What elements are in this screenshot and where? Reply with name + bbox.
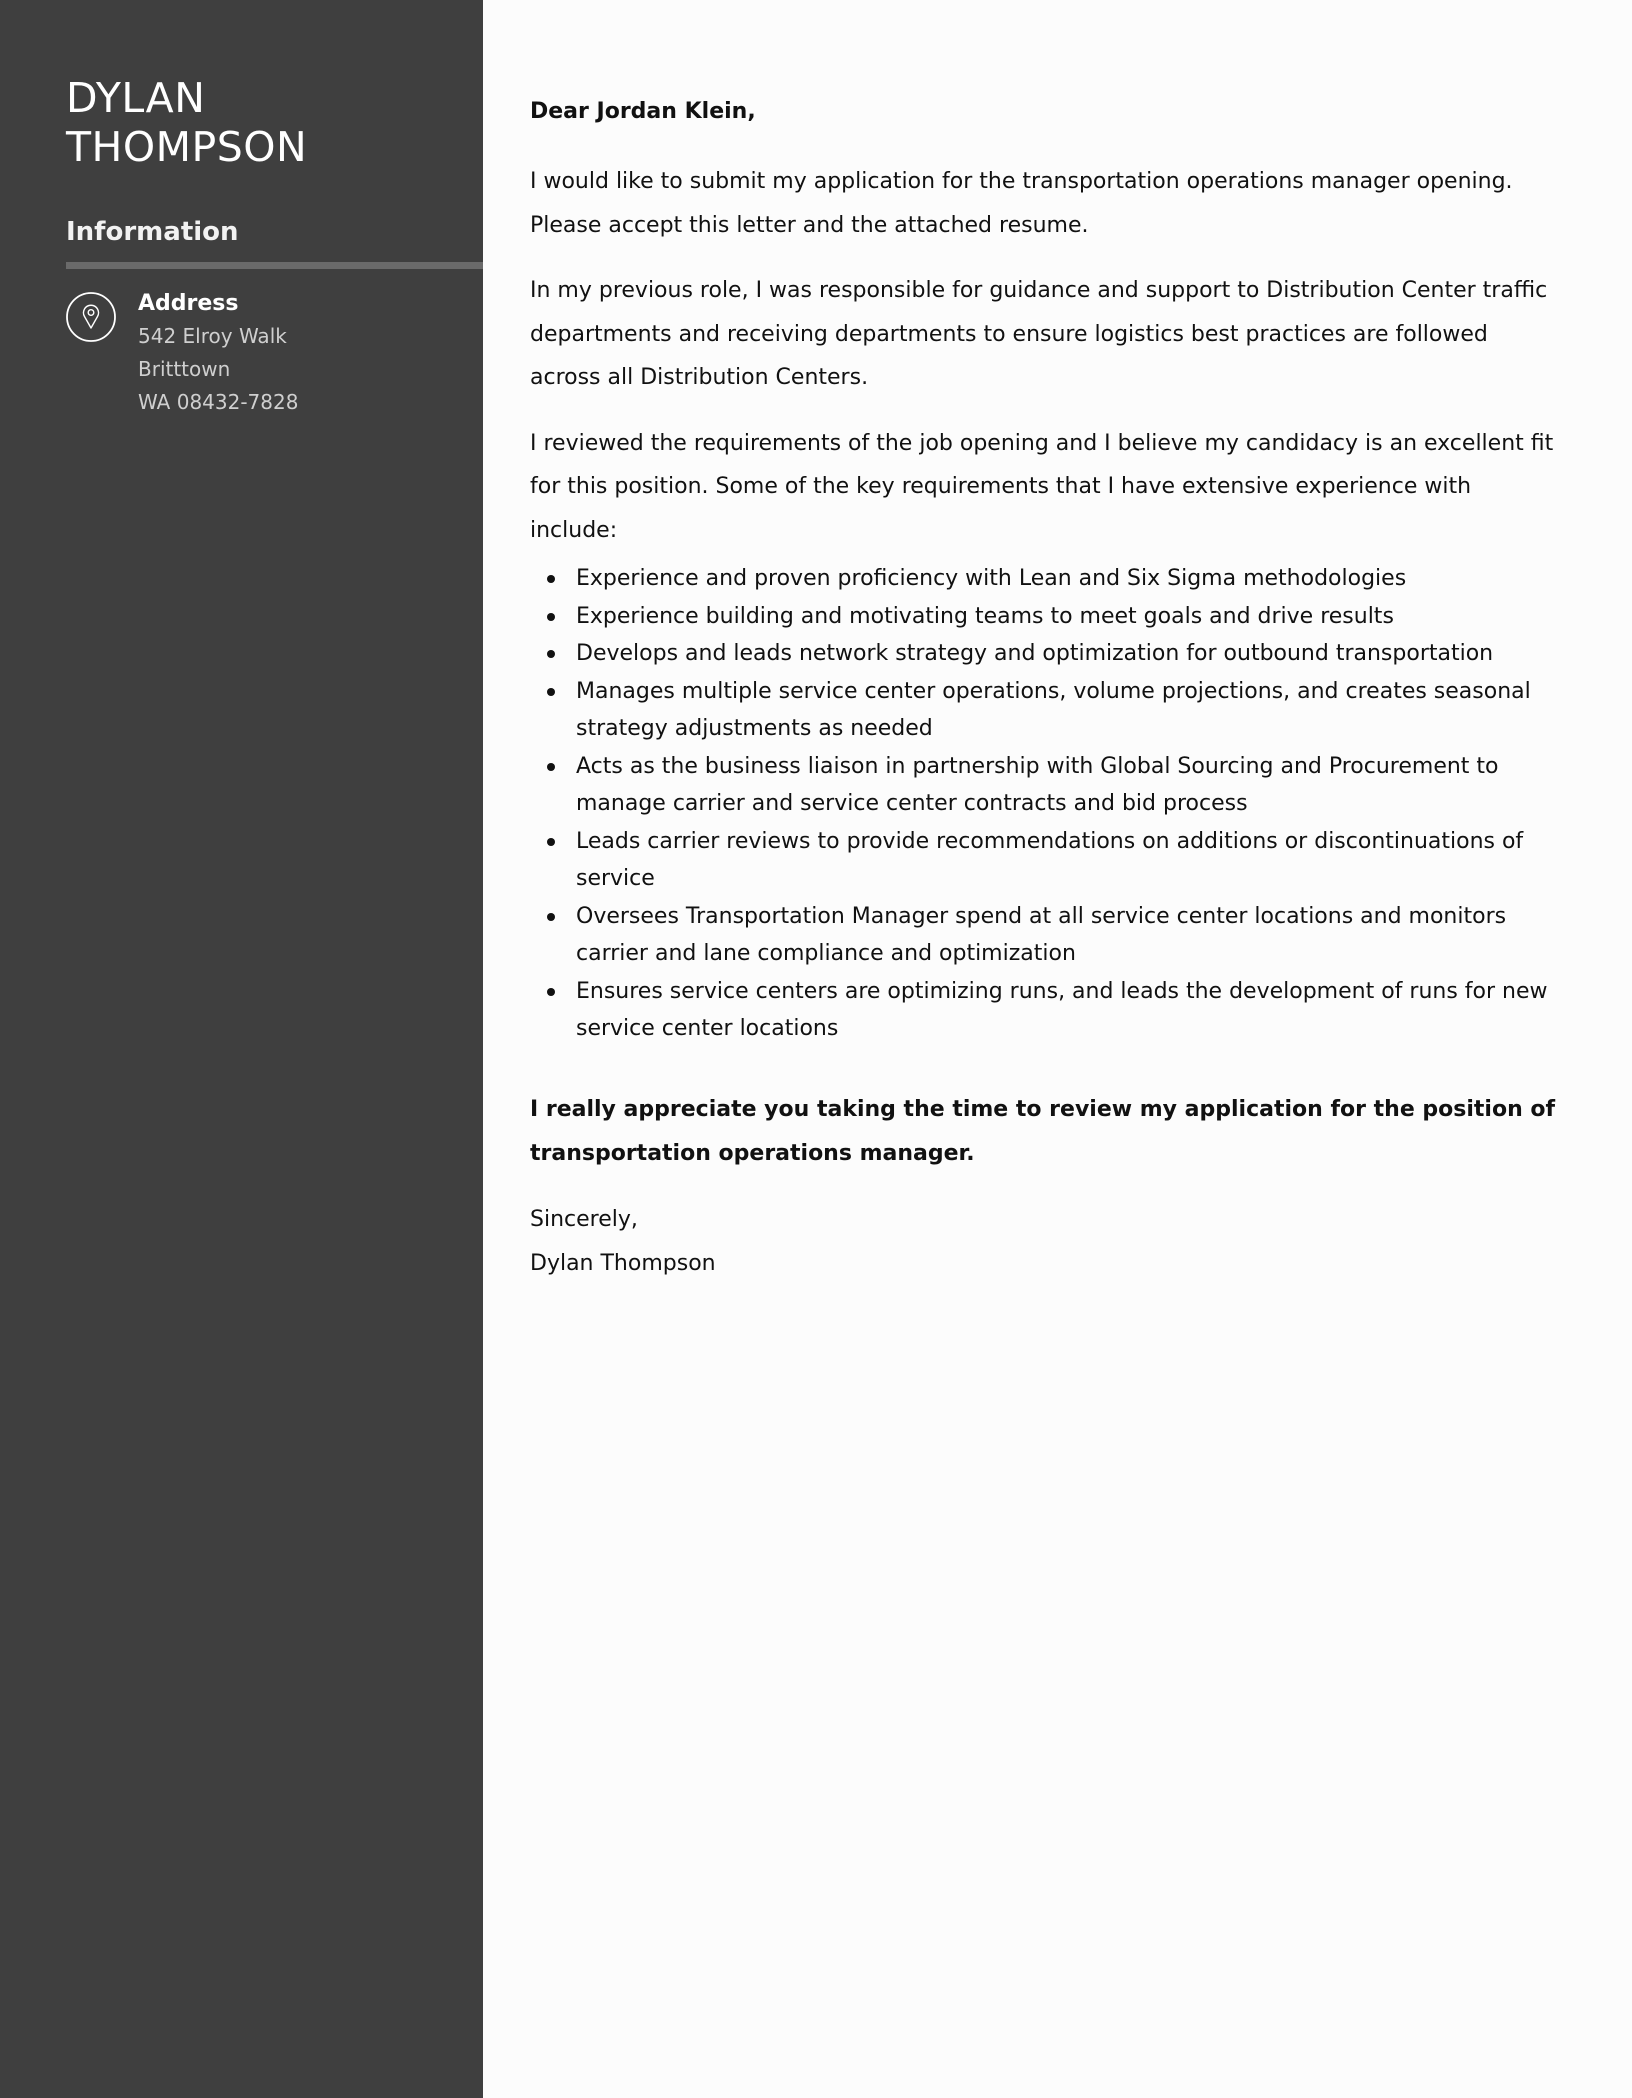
signature: Dylan Thompson <box>530 1250 716 1276</box>
address-state-zip: WA 08432-7828 <box>138 390 299 414</box>
section-divider <box>66 262 483 269</box>
paragraph-requirements-intro: I reviewed the requirements of the job opening and I believe my candidacy is an excellent fit for this position. Some of the key requirements that I have extensive experience with include: <box>530 430 1554 543</box>
first-name: DYLAN <box>66 74 206 122</box>
signoff: Sincerely, <box>530 1206 638 1232</box>
bullet-icon <box>547 650 555 658</box>
bullet-icon <box>547 988 555 996</box>
address-label: Address <box>138 291 239 316</box>
list-item: Acts as the business liaison in partnership with Global Sourcing and Procurement to manage carrier and service center contracts and bid process <box>530 748 1560 823</box>
address-details <box>138 288 298 419</box>
bullet-icon <box>547 913 555 921</box>
bullet-icon <box>547 688 555 696</box>
requirements-list <box>530 560 1560 1048</box>
sidebar <box>0 0 483 2098</box>
bullet-icon <box>547 613 555 621</box>
bullet-icon <box>547 838 555 846</box>
closing-paragraph: I really appreciate you taking the time to review my application for the position of transportation operations manager. <box>530 1096 1556 1166</box>
list-item: Experience and proven proficiency with Lean and Six Sigma methodologies <box>530 560 1560 598</box>
map-pin-icon <box>66 292 116 342</box>
candidate-name <box>66 74 307 172</box>
list-item: Ensures service centers are optimizing runs, and leads the development of runs for new service center locations <box>530 973 1560 1048</box>
list-item: Manages multiple service center operations, volume projections, and creates seasonal strategy adjustments as needed <box>530 673 1560 748</box>
bullet-icon <box>547 763 555 771</box>
section-title-information: Information <box>66 217 239 247</box>
paragraph-intro: I would like to submit my application for the transportation operations manager opening. Please accept this letter and the attached resume. <box>530 169 1513 238</box>
bullet-icon <box>547 575 555 583</box>
list-item: Experience building and motivating teams to meet goals and drive results <box>530 598 1560 636</box>
last-name: THOMPSON <box>66 123 308 171</box>
salutation: Dear Jordan Klein, <box>530 99 756 124</box>
letter-body <box>530 94 1560 1286</box>
list-item: Leads carrier reviews to provide recommendations on additions or discontinuations of service <box>530 823 1560 898</box>
address-street: 542 Elroy Walk <box>138 324 287 348</box>
address-city: Britttown <box>138 357 231 381</box>
paragraph-previous-role: In my previous role, I was responsible for guidance and support to Distribution Center traffic departments and receiving departments to ensure logistics best practices are followed across all Distribution Centers. <box>530 278 1548 390</box>
list-item: Oversees Transportation Manager spend at all service center locations and monitors carrier and lane compliance and optimization <box>530 898 1560 973</box>
list-item: Develops and leads network strategy and optimization for outbound transportation <box>530 635 1560 673</box>
